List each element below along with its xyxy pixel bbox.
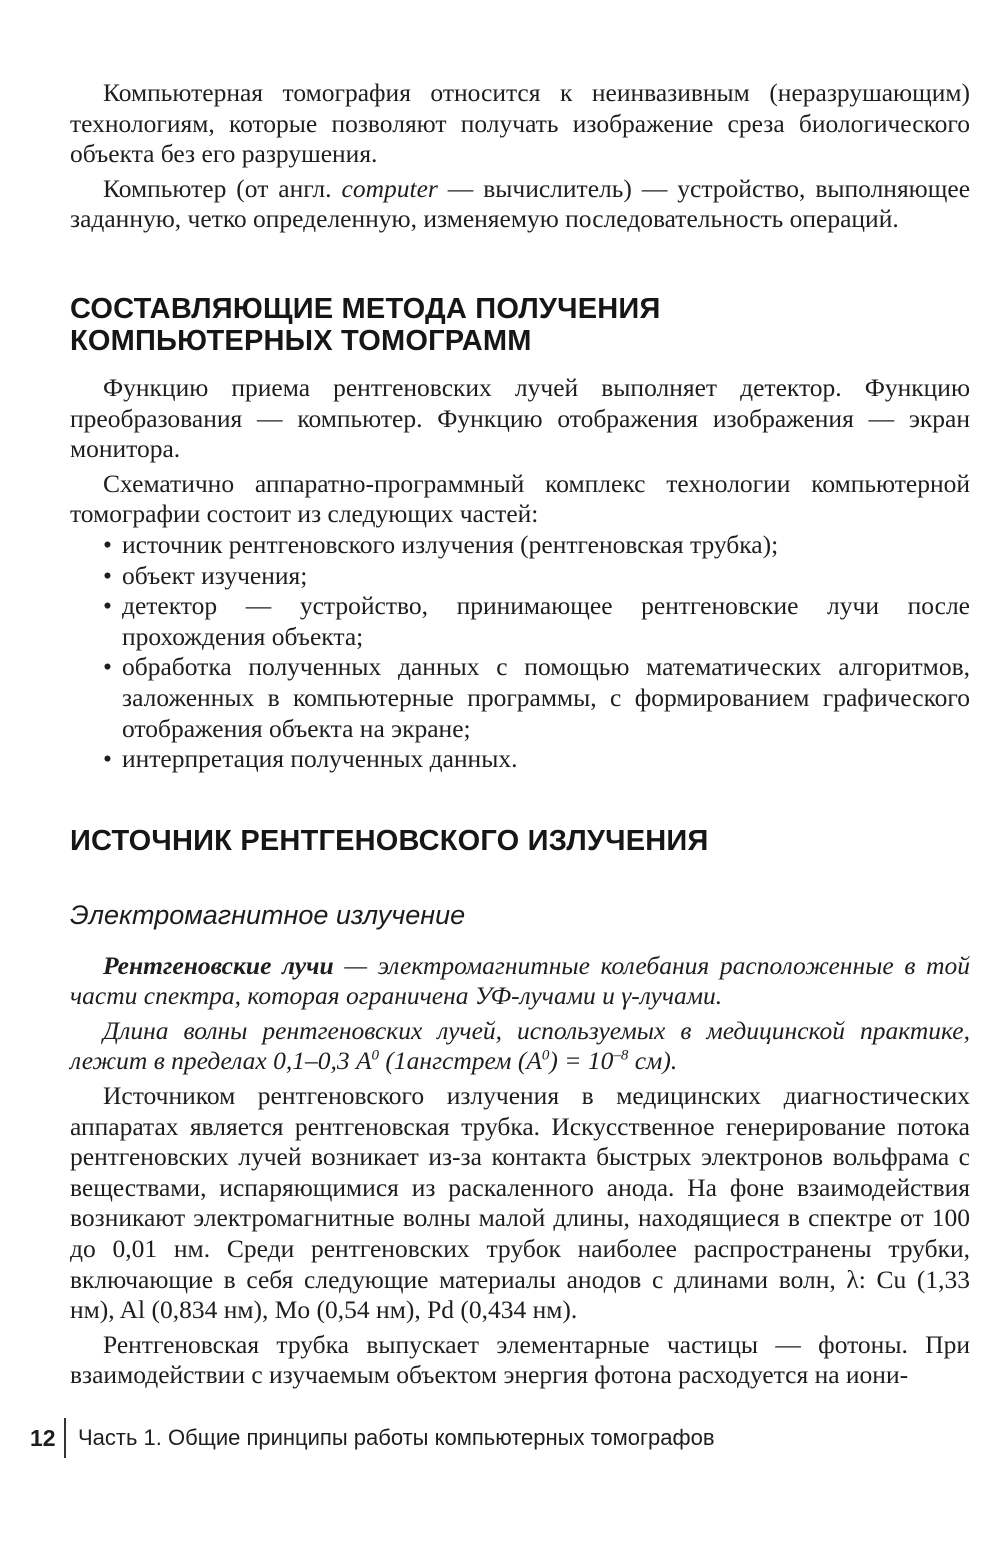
list-item: [70, 530, 970, 561]
bullet-icon: •: [103, 652, 112, 682]
photon-paragraph: Рентгеновская трубка выпускает элементарные частицы — фотоны. При взаимодействии с изучаемым объектом энергия фотона расходуется на иони-: [70, 1329, 970, 1390]
list-item: [70, 652, 970, 744]
footer-divider: [64, 1418, 66, 1458]
bullet-icon: •: [103, 591, 112, 621]
list-item-text: детектор — устройство, принимающее рентгеновские лучи после прохождения объекта;: [122, 591, 970, 651]
page-number: 12: [30, 1424, 56, 1451]
components-list: [70, 530, 970, 775]
list-item: [70, 591, 970, 652]
list-item: [70, 744, 970, 775]
section-1-paragraph-1: Функцию приема рентгеновских лучей выполняет детектор. Функцию преобразования — компьютер. Функцию отображения изображения — экран монитора.: [70, 372, 970, 464]
superscript: 0: [371, 1047, 380, 1064]
list-item-text: источник рентгеновского излучения (рентгеновская трубка);: [122, 529, 779, 559]
subsection-heading: Электромагнитное излучение: [70, 899, 466, 930]
wavelength-paragraph: [70, 1016, 970, 1077]
superscript: –8: [613, 1047, 629, 1064]
superscript: 0: [541, 1047, 550, 1064]
running-title: Часть 1. Общие принципы работы компьютерных томографов: [78, 1425, 715, 1450]
wavelength-text-4: см).: [628, 1046, 678, 1076]
list-item-text: обработка полученных данных с помощью математических алгоритмов, заложенных в компьютерные программы, с формированием графического отображения объекта на экране;: [122, 652, 970, 743]
section-1-heading-line-1: СОСТАВЛЯЮЩИЕ МЕТОДА ПОЛУЧЕНИЯ: [70, 292, 661, 325]
bullet-icon: •: [103, 560, 112, 590]
intro-p2-before: Компьютер (от англ.: [103, 173, 342, 203]
list-item-text: объект изучения;: [122, 560, 308, 590]
definition-term: Рентгеновские лучи: [103, 950, 334, 980]
definition-paragraph: [70, 951, 970, 1012]
intro-paragraph-1: Компьютерная томография относится к неинвазивным (неразрушающим) технологиям, которые позволяют получать изображение среза биологического объекта без его разрушения.: [70, 78, 970, 169]
bullet-icon: •: [103, 744, 112, 774]
page-body: [70, 78, 970, 1391]
list-item-text: интерпретация полученных данных.: [122, 744, 518, 774]
section-1-heading: [70, 293, 970, 357]
intro-p2-after: — вычислитель) — устройство, выполняющее заданную, четко определенную, изменяемую последовательность операций.: [70, 173, 971, 234]
xray-source-paragraph: Источником рентгеновского излучения в медицинских диагностических аппаратах является рентгеновская трубка. Искусственное генерирование потока рентгеновских лучей возникает из-за контакта быстрых электронов вольфрама с веществами, испаряющимися из раскаленного анода. На фоне взаимодействия возникают электромагнитные волны малой длины, находящиеся в спектре от 100 до 0,01 нм. Среди рентгеновских трубок наиболее распространены трубки, включающие в себя следующие материалы анодов с длинами волн, λ: Cu (1,33 нм), Al (0,834 нм), Mo (0,54 нм), Pd (0,434 нм).: [70, 1081, 970, 1325]
section-1-heading-line-2: КОМПЬЮТЕРНЫХ ТОМОГРАММ: [70, 324, 532, 357]
wavelength-text-1: Длина волны рентгеновских лучей, используемых в медицинской практике, лежит в пределах 0,1–0,3 А: [70, 1015, 970, 1076]
wavelength-text-3: ) = 10: [549, 1046, 614, 1076]
wavelength-text-2: (1ангстрем (А: [379, 1046, 542, 1076]
bullet-icon: •: [103, 529, 112, 559]
intro-p2-term: computer: [341, 173, 438, 203]
section-1-paragraph-2: Схематично аппаратно-программный комплекс технологии компьютерной томографии состоит из следующих частей:: [70, 468, 970, 529]
list-item: [70, 561, 970, 592]
definition-text: — электромагнитные колебания расположенные в той части спектра, которая ограничена УФ-лучами и γ-лучами.: [70, 950, 970, 1011]
page-footer: [30, 1418, 715, 1458]
intro-paragraph-2: [70, 174, 970, 235]
section-2-heading: ИСТОЧНИК РЕНТГЕНОВСКОГО ИЗЛУЧЕНИЯ: [70, 824, 709, 857]
